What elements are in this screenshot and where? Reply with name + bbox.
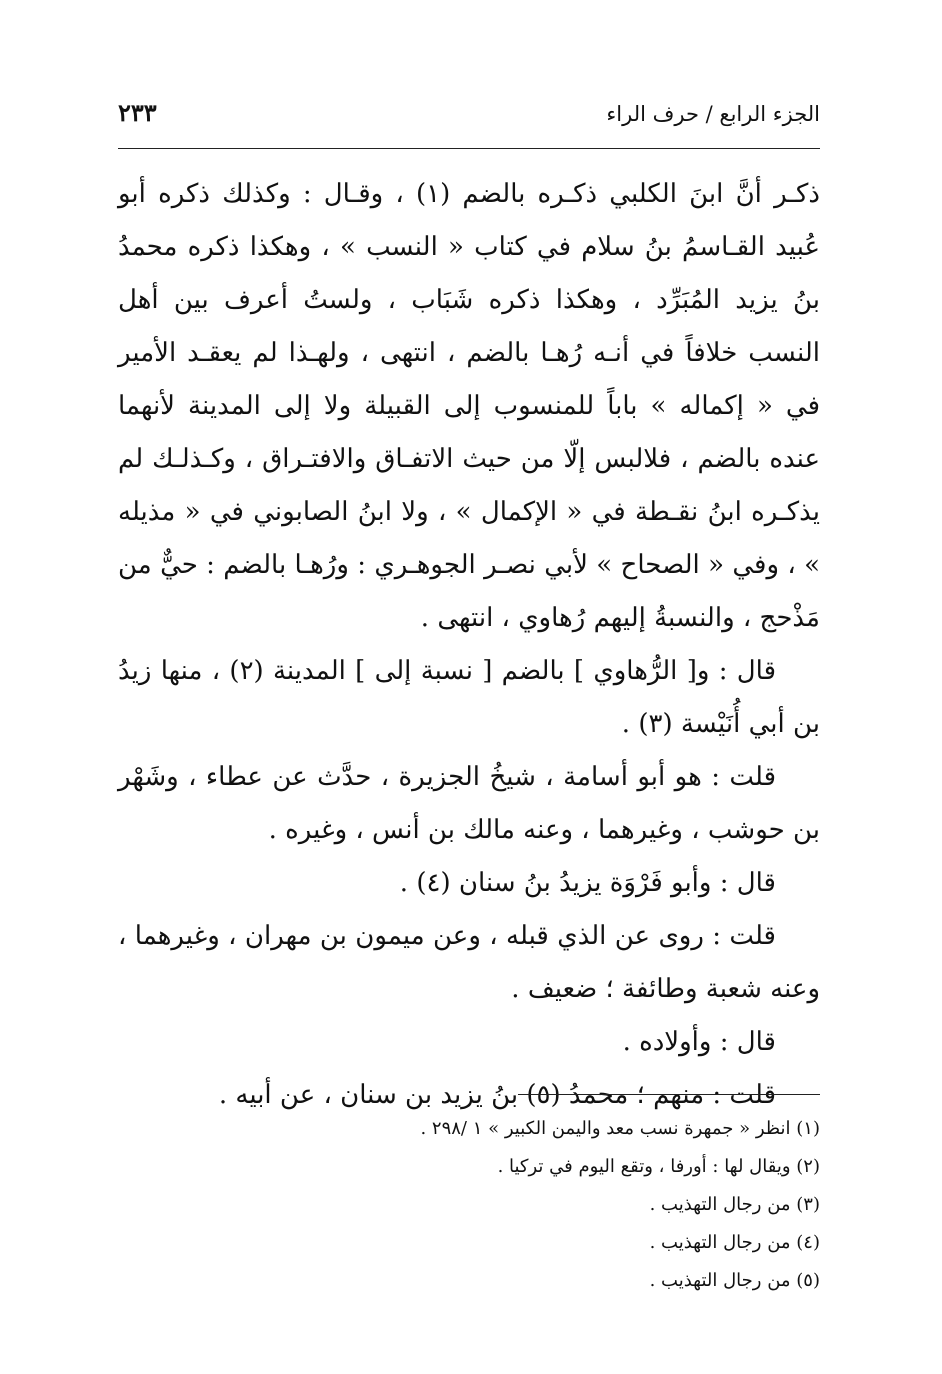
footnote-rule <box>518 1094 820 1095</box>
footnote: (٣) من رجال التهذيب . <box>649 1194 820 1215</box>
running-head: الجزء الرابع / حرف الراء <box>606 102 820 126</box>
header-rule <box>118 148 820 149</box>
paragraph: قلت : روى عن الذي قبله ، وعن ميمون بن مهران ، وغيرهما ، وعنه شعبة وطائفة ؛ ضعيف . <box>118 921 820 1004</box>
paragraph: ذكـر أنَّ ابنَ الكلبي ذكـره بالضم (١) ، وقـال : وكذلك ذكره أبو عُبيد القـاسمُ بنُ سلام في كتاب « النسب » ، وهكذا ذكره محمدُ بنُ يزيد المُبَرِّد ، وهكذا ذكره شَبَاب ، ولستُ أعرف بين أهل النسب خلافاً في أنـه رُهـا بالضم ، انتهى ، ولهـذا لم يعقـد الأمير في « إكماله » باباً للمنسوب إلى القبيلة ولا إلى المدينة لأنهما عنده بالضم ، فلالبس إلّا من حيث الاتفـاق والافتـراق ، وكـذلـك لم يذكـره ابنُ نقـطة في « الإكمال » ، ولا ابنُ الصابوني في « مذيله » ، وفي « الصحاح » لأبي نصـر الجوهـري : ورُهـا بالضم : حيٌّ من مَذْحج ، والنسبةُ إليهم رُهاوي ، انتهى . <box>118 179 820 633</box>
footnotes <box>118 1110 820 1300</box>
footnote: (١) انظر « جمهرة نسب معد واليمن الكبير » ١ /٢٩٨ . <box>420 1118 820 1139</box>
footnote: (٤) من رجال التهذيب . <box>649 1232 820 1253</box>
main-text <box>118 168 820 1122</box>
page-number: ٢٣٣ <box>118 98 157 127</box>
paragraph: قال : و[ الرُّهاوي ] بالضم [ نسبة إلى ] المدينة (٢) ، منها زيدُ بن أبي أُنَيْسة (٣) . <box>118 656 820 739</box>
footnote: (٢) ويقال لها : أورفا ، وتقع اليوم في تركيا . <box>497 1156 820 1177</box>
paragraph: قلت : هو أبو أسامة ، شيخُ الجزيرة ، حدَّث عن عطاء ، وشَهْر بن حوشب ، وغيرهما ، وعنه مالك بن أنس ، وغيره . <box>118 762 820 845</box>
paragraph: قال : وأبو فَرْوَة يزيدُ بنُ سنان (٤) . <box>399 868 776 898</box>
paragraph: قال : وأولاده . <box>622 1027 776 1057</box>
page-header <box>118 96 820 136</box>
paragraph: قلت : منهم ؛ محمدُ (٥) بنُ يزيد بن سنان ، عن أبيه . <box>218 1080 776 1110</box>
footnote: (٥) من رجال التهذيب . <box>649 1270 820 1291</box>
